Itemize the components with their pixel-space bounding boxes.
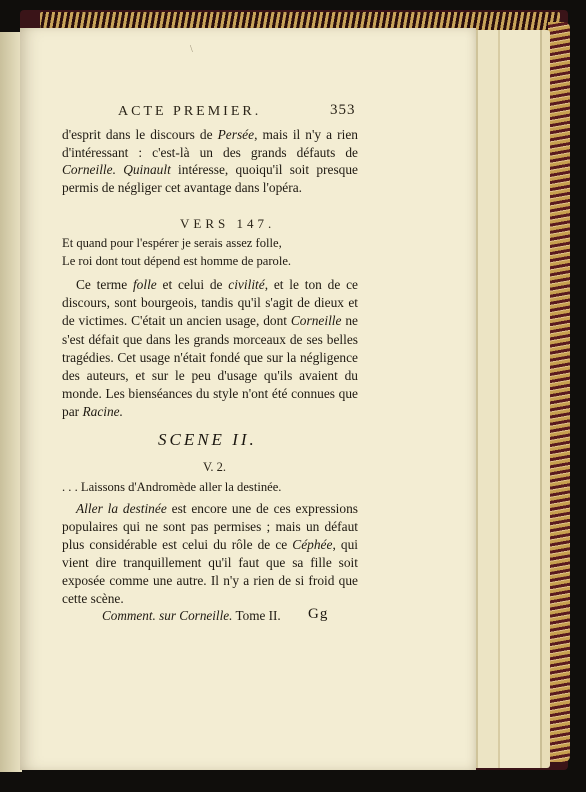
text-span: , qui vient dire tranquillement qu'il faut que sa fille soit exposée comme une autre. Il n'y a rien de si froid que cette scène. bbox=[62, 537, 358, 607]
text-span: et celui de bbox=[156, 277, 229, 292]
italic-span: Persée bbox=[217, 127, 255, 142]
running-head: ACTE PREMIER. bbox=[118, 104, 262, 119]
text-span: ne s'est défait que dans les grands morceaux de ses belles tragédies. Cet usage n'était fondé que sur la négligence des auteurs, et sur le peu d'usage qu'ils avaient du monde. Les bienséances du style n'ont été connues que par bbox=[62, 313, 358, 420]
text-span: Ce terme bbox=[76, 277, 133, 292]
text-span: d'esprit dans le discours de bbox=[62, 127, 218, 142]
paragraph-3 bbox=[62, 500, 358, 609]
italic-span: folle bbox=[132, 277, 157, 292]
page-number: 353 bbox=[330, 102, 356, 118]
quote-line-2: Le roi dont tout dépend est homme de parole. bbox=[62, 254, 292, 268]
vers-heading: VERS 147. bbox=[180, 216, 276, 231]
scene-heading: SCENE II. bbox=[158, 430, 257, 449]
italic-span: civilité bbox=[228, 277, 265, 292]
quoted-verse: . . . Laissons d'Andromède aller la destinée. bbox=[62, 480, 282, 494]
page-stack bbox=[470, 30, 550, 768]
italic-span: Aller la destinée bbox=[76, 501, 167, 516]
signature-mark: Gg bbox=[308, 606, 329, 622]
text-span: , mais il n'y a rien d'intéressant : c'est-là un des grands défauts de bbox=[62, 127, 358, 160]
footer-title: Comment. sur Corneille. bbox=[102, 608, 233, 623]
italic-span: Corneille. bbox=[62, 162, 116, 177]
italic-span: Céphée bbox=[292, 537, 333, 553]
italic-span: Racine. bbox=[82, 404, 123, 420]
facing-page-edge bbox=[0, 32, 22, 772]
quote-line-1: Et quand pour l'espérer je serais assez folle, bbox=[62, 236, 282, 250]
footer-tome: Tome II. bbox=[235, 608, 281, 623]
italic-span: Quinault bbox=[123, 162, 171, 177]
gilt-edge-right bbox=[548, 22, 570, 762]
paragraph-1 bbox=[62, 126, 358, 196]
italic-span: Corneille bbox=[290, 313, 342, 329]
paragraph-2 bbox=[62, 276, 358, 422]
text-span: , et le ton de ce discours, sont bourgeois, tandis qu'il s'agit de dieux et de victimes. C'était un ancien usage, dont bbox=[62, 277, 358, 329]
page-mark: \ bbox=[190, 44, 193, 55]
text-span: est encore une de ces expressions populaires qui ne sont pas permises ; mais un défaut plus considérable est celui du rôle de ce bbox=[62, 501, 358, 553]
text-span: intéresse, quoiqu'il soit presque permis de négliger cet avantage dans l'opéra. bbox=[62, 162, 358, 195]
page-footer bbox=[102, 608, 358, 624]
verse-reference: V. 2. bbox=[203, 460, 227, 474]
